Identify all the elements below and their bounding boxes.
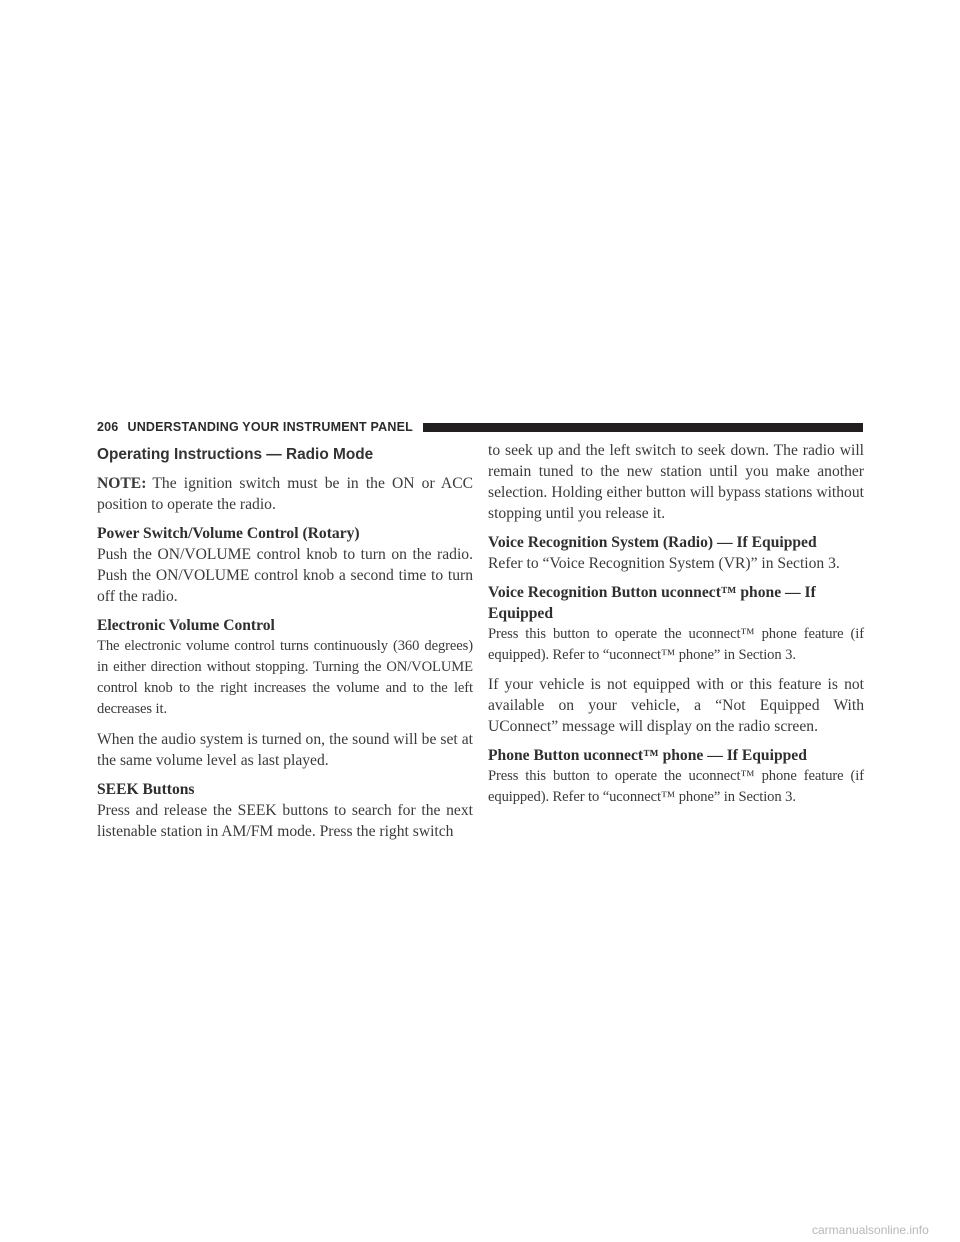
vr-text: Refer to “Voice Recognition System (VR)” in Section 3. bbox=[488, 555, 840, 572]
note-label: NOTE: bbox=[97, 475, 147, 492]
right-column bbox=[488, 440, 864, 816]
vr-heading: Voice Recognition System (Radio) — If Equipped bbox=[488, 534, 817, 551]
evc-heading: Electronic Volume Control bbox=[97, 617, 275, 634]
evc-text-2: When the audio system is turned on, the sound will be set at the same volume level as last played. bbox=[97, 731, 473, 769]
section-title: UNDERSTANDING YOUR INSTRUMENT PANEL bbox=[127, 420, 413, 434]
note-text: The ignition switch must be in the ON or ACC position to operate the radio. bbox=[97, 475, 473, 513]
seek-text: Press and release the SEEK buttons to search for the next listenable station in AM/FM mode. Press the right switch bbox=[97, 802, 473, 840]
evc-text: The electronic volume control turns continuously (360 degrees) in either direction without stopping. Turning the ON/VOLUME control knob to the right increases the volume and to the left decreases it. bbox=[97, 638, 473, 717]
seek-continued: to seek up and the left switch to seek down. The radio will remain tuned to the new station until you make another selection. Holding either button will bypass stations without stopping until you release it. bbox=[488, 442, 864, 522]
watermark-logo: carmanualsonline.info bbox=[812, 1223, 929, 1237]
phone-button-text: Press this button to operate the uconnect™ phone feature (if equipped). Refer to “uconnect™ phone” in Section 3. bbox=[488, 768, 864, 805]
power-text: Push the ON/VOLUME control knob to turn on the radio. Push the ON/VOLUME control knob a second time to turn off the radio. bbox=[97, 546, 473, 605]
vr-button-text-2: If your vehicle is not equipped with or this feature is not available on your vehicle, a “Not Equipped With UConnect” message will display on the radio screen. bbox=[488, 676, 864, 735]
page-header bbox=[97, 417, 863, 437]
vr-button-heading: Voice Recognition Button uconnect™ phone — If Equipped bbox=[488, 584, 816, 622]
left-column bbox=[97, 440, 473, 850]
header-text bbox=[97, 420, 413, 434]
power-heading: Power Switch/Volume Control (Rotary) bbox=[97, 525, 360, 542]
section-title-radio-mode: Operating Instructions — Radio Mode bbox=[97, 446, 374, 463]
note-paragraph bbox=[97, 473, 473, 515]
phone-button-heading: Phone Button uconnect™ phone — If Equipped bbox=[488, 747, 807, 764]
vr-button-text: Press this button to operate the uconnect™ phone feature (if equipped). Refer to “uconnect™ phone” in Section 3. bbox=[488, 626, 864, 663]
page-number: 206 bbox=[97, 420, 119, 434]
header-rule bbox=[423, 423, 863, 432]
seek-heading: SEEK Buttons bbox=[97, 781, 195, 798]
